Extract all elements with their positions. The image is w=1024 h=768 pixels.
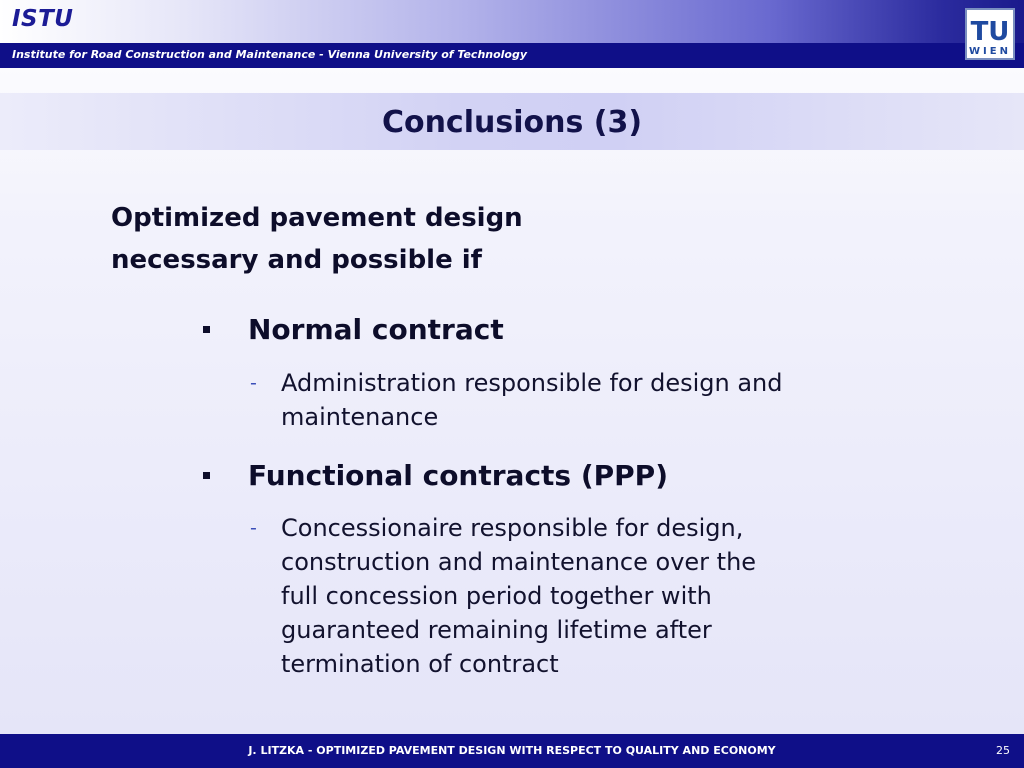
- page-number: 25: [996, 744, 1010, 757]
- institute-name: Institute for Road Construction and Maintenance - Vienna University of Technology: [12, 48, 528, 61]
- bullet-label: Normal contract: [248, 313, 504, 346]
- square-bullet-icon: [200, 315, 210, 345]
- title-bar: [0, 93, 1024, 150]
- footer-bar: [0, 734, 1024, 768]
- dash-bullet-icon: -: [250, 517, 257, 539]
- intro-line-1: Optimized pavement design: [111, 203, 523, 233]
- tu-wien-logo: [965, 8, 1015, 60]
- dash-bullet-icon: -: [250, 372, 257, 394]
- footer-text: J. LITZKA - OPTIMIZED PAVEMENT DESIGN WITH RESPECT TO QUALITY AND ECONOMY: [248, 744, 776, 757]
- intro-line-2: necessary and possible if: [111, 245, 482, 275]
- institute-bar: [0, 43, 1024, 68]
- sub-bullet-text: Concessionaire responsible for design, construction and maintenance over the full concession period together with guaranteed remaining lifetime after termination of contract: [281, 514, 757, 678]
- intro-heading: [111, 197, 671, 281]
- sub-bullet-text: Administration responsible for design and maintenance: [281, 369, 783, 431]
- square-bullet-icon: [200, 461, 210, 491]
- brand-name: ISTU: [12, 6, 74, 32]
- header-bar: [0, 0, 1024, 43]
- bullet-label: Functional contracts (PPP): [248, 459, 668, 492]
- logo-wien-text: WIEN: [969, 46, 1011, 57]
- logo-tu-text: TU: [970, 17, 1010, 47]
- slide-title: Conclusions (3): [381, 105, 643, 140]
